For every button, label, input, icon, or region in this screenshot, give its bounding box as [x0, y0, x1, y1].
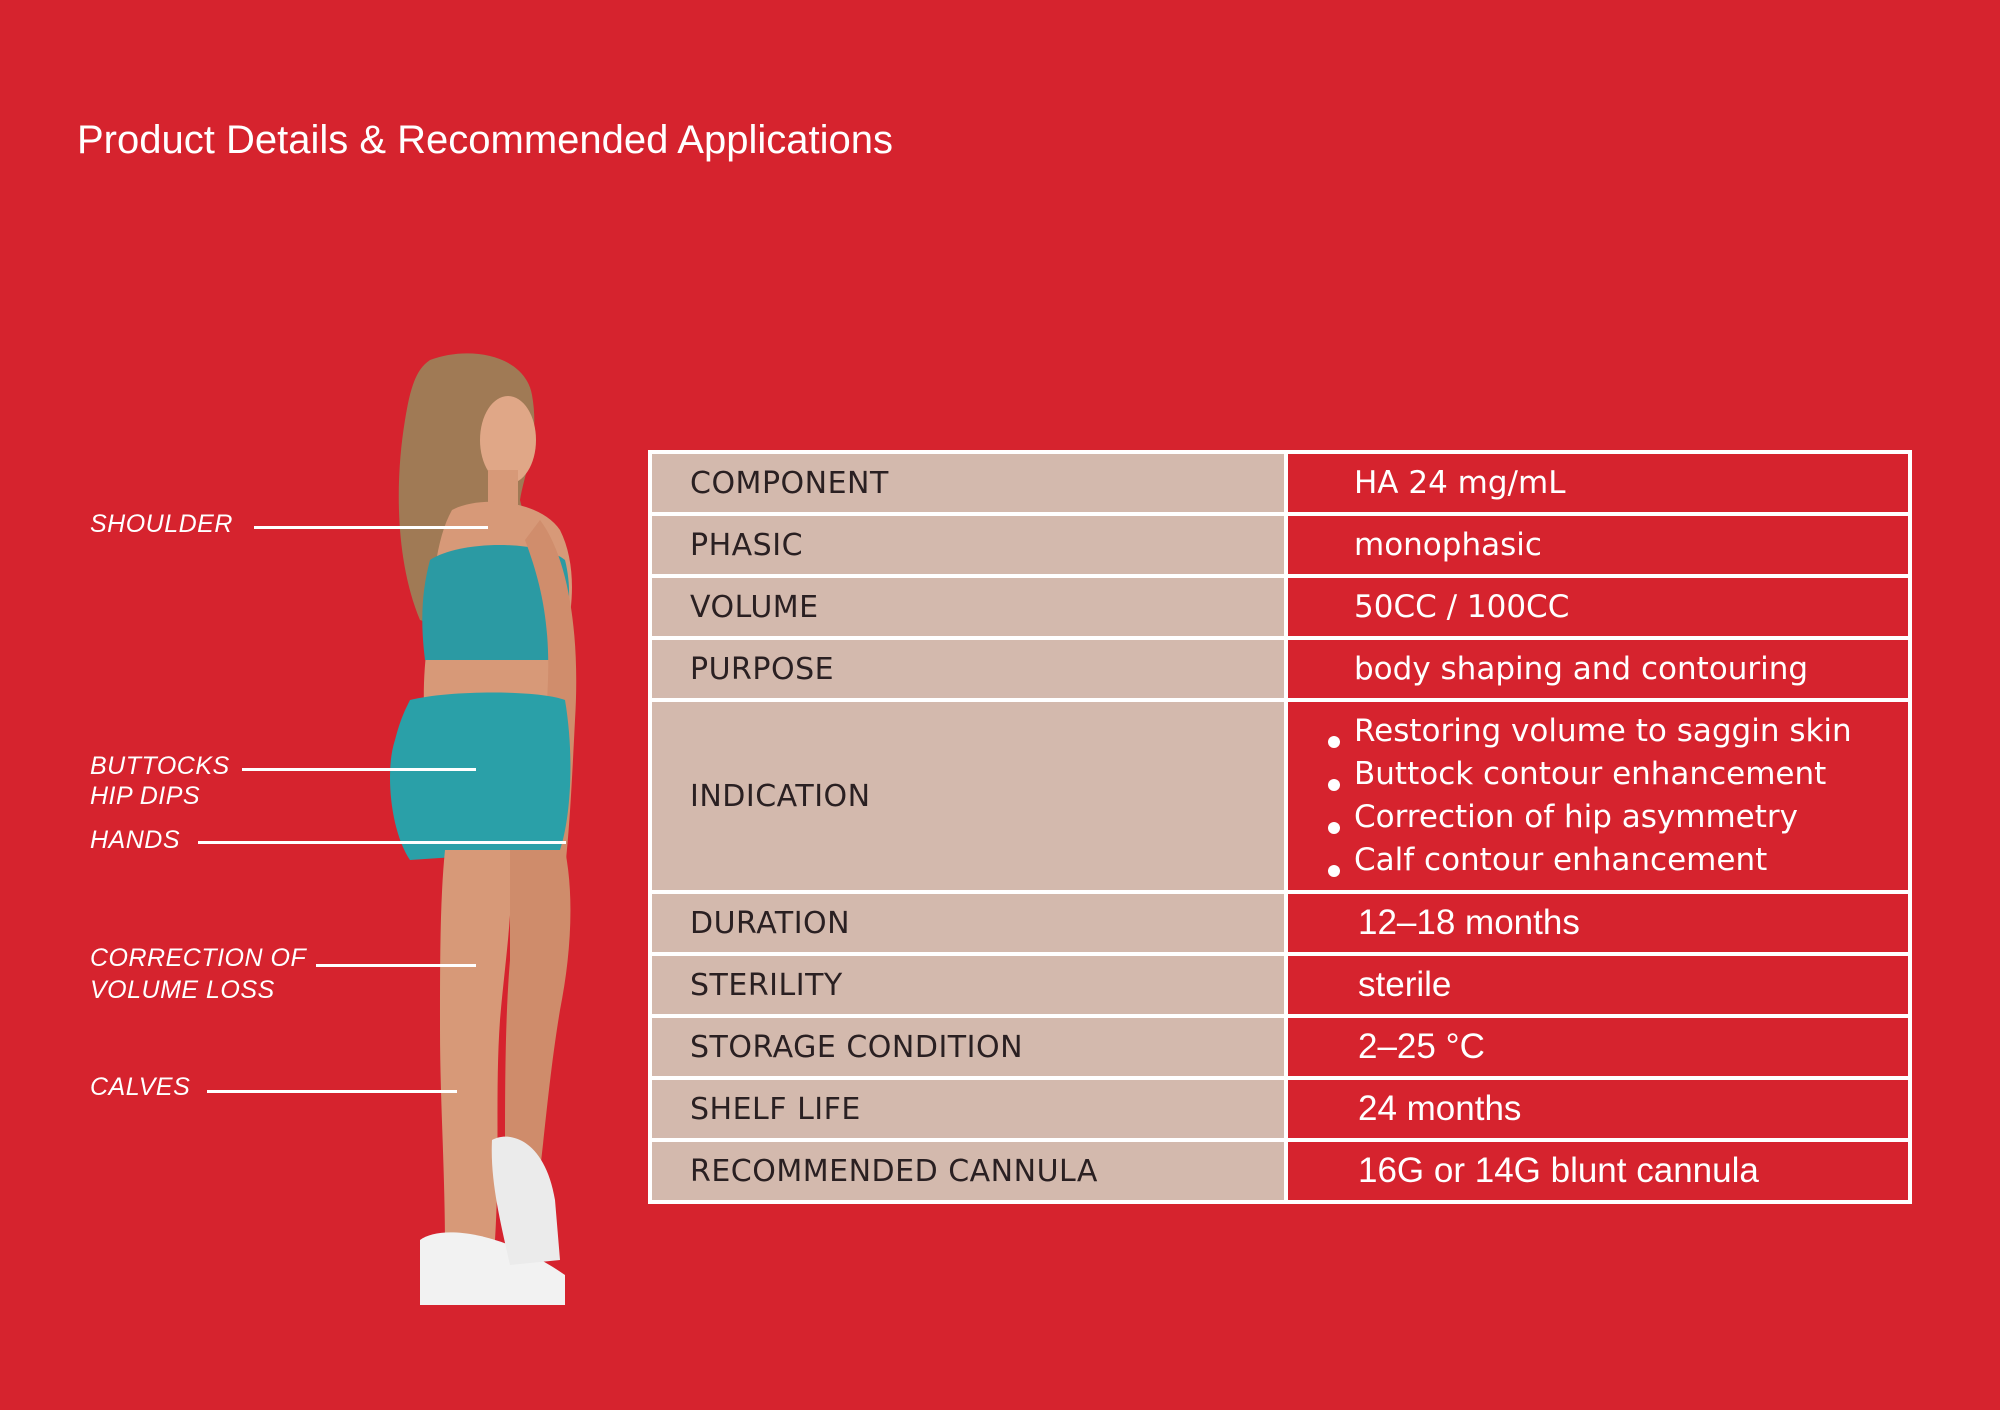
spec-value-volume: 50CC / 100CC [1286, 576, 1910, 638]
list-item: Buttock contour enhancement [1354, 753, 1908, 796]
product-spec-table [648, 450, 1912, 1204]
leader-line-shoulder [254, 526, 488, 529]
spec-label-cannula: RECOMMENDED CANNULA [650, 1140, 1286, 1202]
table-row [650, 892, 1910, 954]
spec-value-shelf-life: 24 months [1286, 1078, 1910, 1140]
table-row [650, 700, 1910, 892]
spec-label-phasic: PHASIC [650, 514, 1286, 576]
leader-line-correction [316, 964, 476, 967]
spec-label-storage: STORAGE CONDITION [650, 1016, 1286, 1078]
leader-line-hands [198, 841, 566, 844]
list-item: Calf contour enhancement [1354, 839, 1908, 882]
spec-label-indication: INDICATION [650, 700, 1286, 892]
page-title: Product Details & Recommended Applications [77, 118, 893, 162]
table-row [650, 1016, 1910, 1078]
body-figure-illustration [0, 0, 620, 1410]
leader-line-buttocks [242, 768, 476, 771]
label-buttocks: BUTTOCKS [90, 752, 230, 780]
table-row [650, 638, 1910, 700]
spec-label-duration: DURATION [650, 892, 1286, 954]
table-row [650, 954, 1910, 1016]
table-row [650, 452, 1910, 514]
spec-value-duration: 12–18 months [1286, 892, 1910, 954]
spec-label-sterility: STERILITY [650, 954, 1286, 1016]
model-figure [0, 0, 620, 1410]
spec-label-component: COMPONENT [650, 452, 1286, 514]
spec-value-sterility: sterile [1286, 954, 1910, 1016]
table-row [650, 1140, 1910, 1202]
spec-value-indication [1286, 700, 1910, 892]
spec-label-shelf-life: SHELF LIFE [650, 1078, 1286, 1140]
label-correction-line2: VOLUME LOSS [90, 976, 275, 1004]
table-row [650, 1078, 1910, 1140]
table-row [650, 576, 1910, 638]
spec-value-purpose: body shaping and contouring [1286, 638, 1910, 700]
indication-list [1354, 710, 1908, 882]
label-calves: CALVES [90, 1073, 191, 1101]
label-hip-dips: HIP DIPS [90, 782, 201, 810]
spec-value-cannula: 16G or 14G blunt cannula [1286, 1140, 1910, 1202]
label-shoulder: SHOULDER [90, 510, 233, 538]
spec-label-volume: VOLUME [650, 576, 1286, 638]
table-row [650, 514, 1910, 576]
label-hands: HANDS [90, 826, 181, 854]
spec-value-phasic: monophasic [1286, 514, 1910, 576]
spec-label-purpose: PURPOSE [650, 638, 1286, 700]
spec-value-component: HA 24 mg/mL [1286, 452, 1910, 514]
list-item: Restoring volume to saggin skin [1354, 710, 1908, 753]
label-correction-line1: CORRECTION OF [90, 944, 307, 972]
spec-value-storage: 2–25 °C [1286, 1016, 1910, 1078]
leader-line-calves [207, 1090, 457, 1093]
list-item: Correction of hip asymmetry [1354, 796, 1908, 839]
